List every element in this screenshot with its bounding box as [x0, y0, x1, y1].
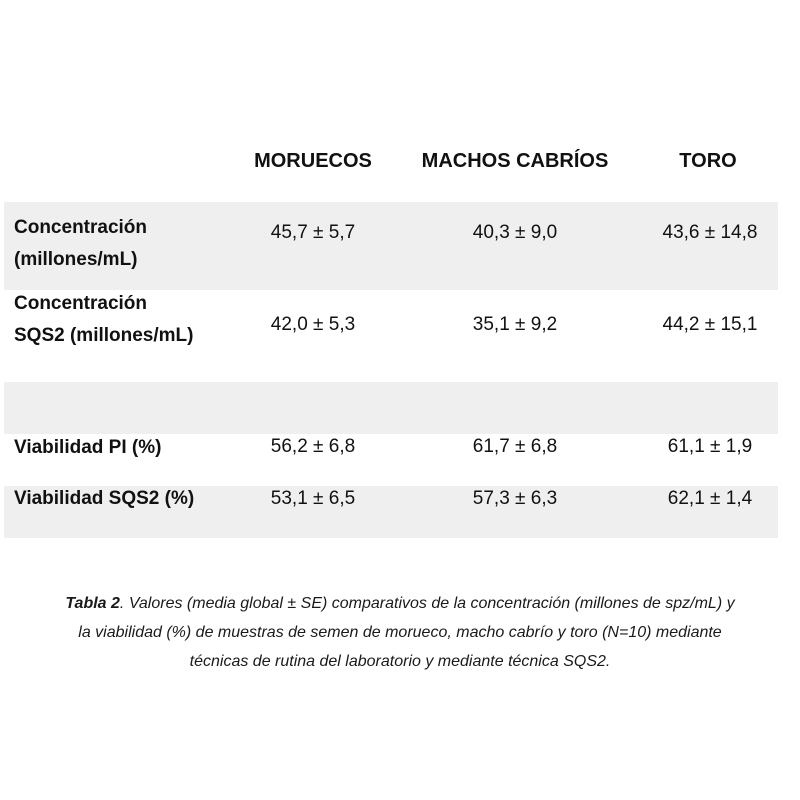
row-label-line1: Concentración — [14, 217, 148, 238]
table-row-viabilidad-sqs2 — [4, 486, 778, 538]
table-spacer-row — [4, 382, 778, 434]
cell-machos-cabrios: 57,3 ± 6,3 — [472, 488, 558, 509]
cell-machos-cabrios: 40,3 ± 9,0 — [472, 222, 558, 243]
cell-toro: 44,2 ± 15,1 — [662, 314, 758, 335]
cell-machos-cabrios: 61,7 ± 6,8 — [472, 436, 558, 457]
cell-moruecos: 56,2 ± 6,8 — [270, 436, 356, 457]
column-header-moruecos: MORUECOS — [254, 150, 372, 172]
cell-toro: 61,1 ± 1,9 — [667, 436, 753, 457]
row-label — [14, 212, 147, 276]
table-caption — [0, 589, 800, 676]
caption-label: Tabla 2 — [65, 595, 120, 612]
row-label-line2: (millones/mL) — [14, 249, 138, 270]
cell-toro: 62,1 ± 1,4 — [667, 488, 753, 509]
row-label-line1: Concentración — [14, 293, 148, 314]
caption-line1 — [0, 589, 800, 618]
row-label: Viabilidad PI (%) — [14, 437, 162, 458]
table-row-viabilidad-pi — [4, 434, 778, 486]
cell-moruecos: 45,7 ± 5,7 — [270, 222, 356, 243]
row-label — [14, 288, 193, 352]
caption-text-line1: . Valores (media global ± SE) comparativos de la concentración (millones de spz/mL) y — [119, 595, 735, 612]
row-label: Viabilidad SQS2 (%) — [14, 488, 195, 509]
table-row-concentracion — [4, 202, 778, 290]
row-label-line2: SQS2 (millones/mL) — [14, 325, 194, 346]
caption-line2: la viabilidad (%) de muestras de semen de morueco, macho cabrío y toro (N=10) mediante — [78, 624, 722, 641]
cell-toro: 43,6 ± 14,8 — [662, 222, 758, 243]
column-header-toro: TORO — [679, 150, 737, 172]
cell-moruecos: 53,1 ± 6,5 — [270, 488, 356, 509]
caption-line3: técnicas de rutina del laboratorio y mediante técnica SQS2. — [189, 653, 611, 670]
table-header — [0, 140, 800, 184]
table-row-concentracion-sqs2 — [4, 290, 778, 382]
column-header-machos-cabrios: MACHOS CABRÍOS — [421, 150, 609, 172]
cell-machos-cabrios: 35,1 ± 9,2 — [472, 314, 558, 335]
cell-moruecos: 42,0 ± 5,3 — [270, 314, 356, 335]
